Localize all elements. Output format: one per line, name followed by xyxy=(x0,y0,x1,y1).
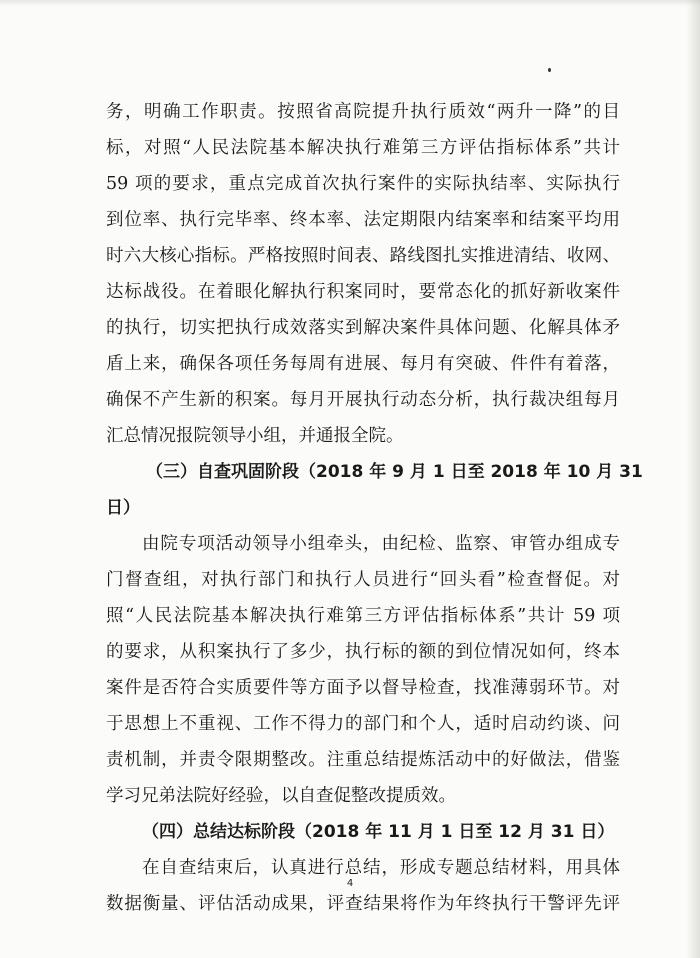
body-line: 照“人民法院基本解决执行难第三方评估指标体系”共计 59 项 xyxy=(106,606,620,626)
body-line: 的执行，切实把执行成效落实到解决案件具体问题、化解具体矛 xyxy=(106,318,620,338)
body-line: 学习兄弟法院好经验，以自查促整改提质效。 xyxy=(106,786,456,806)
scan-shadow-right xyxy=(686,0,700,958)
scan-shadow-top xyxy=(0,0,700,6)
body-line: 59 项的要求，重点完成首次执行案件的实际执结率、实际执行 xyxy=(106,174,620,194)
body-line: 盾上来，确保各项任务每周有进展、每月有突破、件件有着落， xyxy=(106,354,620,374)
body-line: 时六大核心指标。严格按照时间表、路线图扎实推进清结、收网、 xyxy=(106,246,620,266)
body-line: 确保不产生新的积案。每月开展执行动态分析，执行裁决组每月 xyxy=(106,390,620,410)
section-heading-3-cont: 日） xyxy=(106,498,140,518)
section-heading-3: （三）自查巩固阶段（2018 年 9 月 1 日至 2018 年 10 月 31 xyxy=(146,462,643,482)
section-heading-4: （四）总结达标阶段（2018 年 11 月 1 日至 12 月 31 日） xyxy=(142,822,615,842)
body-line: 案件是否符合实质要件等方面予以督导检查，找准薄弱环节。对 xyxy=(106,678,620,698)
body-line: 标，对照“人民法院基本解决执行难第三方评估指标体系”共计 xyxy=(106,138,620,158)
body-line: 由院专项活动领导小组牵头，由纪检、监察、审管办组成专 xyxy=(142,534,620,554)
body-line: 于思想上不重视、工作不得力的部门和个人，适时启动约谈、问 xyxy=(106,714,620,734)
body-line: 在自查结束后，认真进行总结，形成专题总结材料，用具体 xyxy=(142,858,620,878)
body-line: 到位率、执行完毕率、终本率、法定期限内结案率和结案平均用 xyxy=(106,210,620,230)
body-line: 门督查组，对执行部门和执行人员进行“回头看”检查督促。对 xyxy=(106,570,620,590)
body-line: 的要求，从积案执行了多少，执行标的额的到位情况如何，终本 xyxy=(106,642,620,662)
body-line: 责机制，并责令限期整改。注重总结提炼活动中的好做法，借鉴 xyxy=(106,750,620,770)
body-line: 数据衡量、评估活动成果，评查结果将作为年终执行干警评先评 xyxy=(106,894,620,914)
body-line: 达标战役。在着眼化解执行积案同时，要常态化的抓好新收案件 xyxy=(106,282,620,302)
page-number: 4 xyxy=(346,878,354,889)
body-line: 汇总情况报院领导小组，并通报全院。 xyxy=(106,426,404,446)
scan-speck xyxy=(548,68,551,72)
body-line: 务，明确工作职责。按照省高院提升执行质效“两升一降”的目 xyxy=(106,102,620,122)
